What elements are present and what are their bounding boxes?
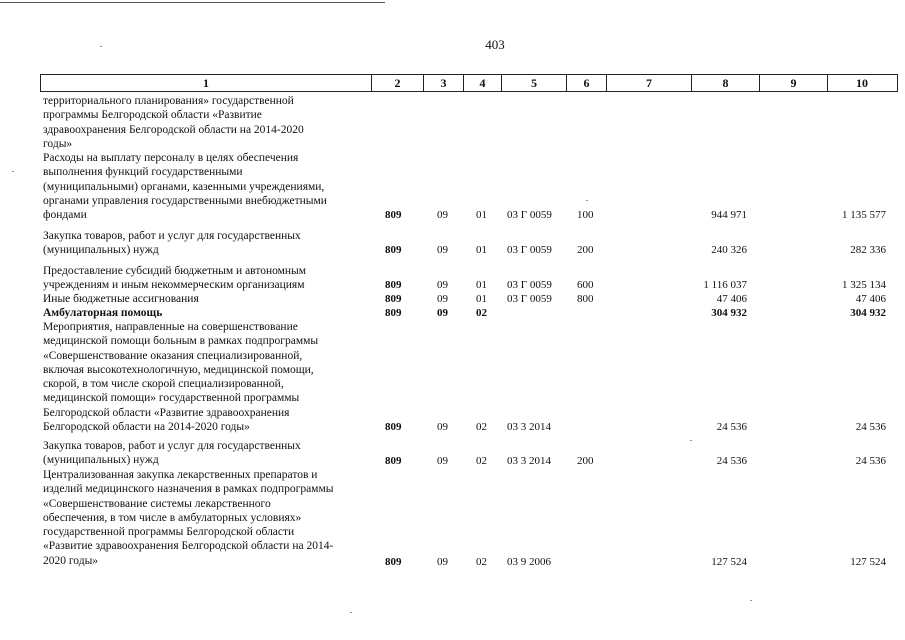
- cell-col-2: 809: [385, 556, 402, 568]
- cell-col-5: 03 3 2014: [507, 421, 551, 433]
- text-line: годы»: [43, 137, 73, 150]
- cell-col-4: 02: [476, 307, 487, 319]
- cell-col-10: 24 536: [855, 455, 886, 467]
- cell-col-8: 304 932: [711, 307, 747, 319]
- header-col-1: 1: [203, 75, 209, 90]
- cell-col-10: 1 135 577: [842, 209, 886, 221]
- table-row: [0, 244, 905, 258]
- cell-col-2: 809: [385, 209, 402, 221]
- cell-col-5: 03 Г 0059: [507, 293, 552, 305]
- cell-col-8: 944 971: [711, 209, 747, 221]
- text-line: Закупка товаров, работ и услуг для государственных: [43, 230, 301, 242]
- scan-speck: [750, 600, 752, 601]
- cell-col-10: 1 325 134: [842, 279, 886, 291]
- cell-col-3: 09: [437, 244, 448, 256]
- cell-col-4: 02: [476, 556, 487, 568]
- text-line: Амбулаторная помощь: [43, 307, 163, 319]
- text-line: выполнения функций государственными: [43, 166, 243, 179]
- text-line: 2020 годы»: [43, 554, 99, 567]
- scan-speck: [690, 440, 692, 441]
- cell-col-8: 47 406: [716, 293, 747, 305]
- table-row-description: [43, 94, 363, 151]
- cell-col-3: 09: [437, 556, 448, 568]
- text-line: (муниципальных) нужд: [43, 454, 159, 467]
- text-line: обеспечения, в том числе в амбулаторных условиях»: [43, 511, 302, 524]
- table-row: [0, 307, 905, 321]
- cell-col-4: 02: [476, 421, 487, 433]
- cell-col-10: 282 336: [850, 244, 886, 256]
- page-number: 403: [485, 37, 505, 52]
- header-col-10: 10: [827, 75, 896, 91]
- header-col-2: 2: [371, 75, 423, 91]
- text-line: Централизованная закупка лекарственных препаратов и: [43, 469, 318, 481]
- cell-col-3: 09: [437, 279, 448, 291]
- header-col-9: 9: [759, 75, 827, 91]
- cell-col-2: 809: [385, 455, 402, 467]
- cell-col-5: 03 Г 0059: [507, 209, 552, 221]
- text-line: программы Белгородской области «Развитие: [43, 109, 262, 122]
- text-line: (муниципальными) органами, казенными учреждениями,: [43, 180, 325, 193]
- cell-col-3: 09: [437, 307, 448, 319]
- cell-col-10: 304 932: [850, 307, 886, 319]
- text-line: «Совершенствование системы лекарственного: [43, 497, 271, 510]
- text-line: здравоохранения Белгородской области на 2014-2020: [43, 123, 304, 136]
- cell-col-10: 127 524: [850, 556, 886, 568]
- header-col-4: 4: [463, 75, 501, 91]
- text-line: Расходы на выплату персоналу в целях обеспечения: [43, 152, 299, 164]
- cell-col-8: 127 524: [711, 556, 747, 568]
- cell-col-4: 02: [476, 455, 487, 467]
- text-line: фондами: [43, 209, 87, 222]
- cell-col-3: 09: [437, 421, 448, 433]
- text-line: Мероприятия, направленные на совершенствование: [43, 321, 298, 333]
- table-row: [0, 421, 905, 435]
- table-row: [0, 293, 905, 307]
- cell-col-5: 03 3 2014: [507, 455, 551, 467]
- scan-speck: [350, 612, 352, 613]
- cell-col-2: 809: [385, 293, 402, 305]
- text-line: (муниципальных) нужд: [43, 244, 159, 257]
- cell-col-10: 24 536: [855, 421, 886, 433]
- cell-col-2: 809: [385, 421, 402, 433]
- cell-col-5: 03 9 2006: [507, 556, 551, 568]
- cell-col-3: 09: [437, 209, 448, 221]
- text-line: включая высокотехнологичную, медицинской помощи,: [43, 363, 314, 376]
- text-line: медицинской помощи больным в рамках подпрограммы: [43, 335, 319, 348]
- top-rule: [0, 2, 385, 3]
- cell-col-2: 809: [385, 279, 402, 291]
- text-line: Белгородской области на 2014-2020 годы»: [43, 421, 250, 434]
- cell-col-8: 24 536: [716, 421, 747, 433]
- cell-col-8: 1 116 037: [703, 279, 747, 291]
- cell-col-10: 47 406: [855, 293, 886, 305]
- header-col-8: 8: [691, 75, 759, 91]
- cell-col-4: 01: [476, 279, 487, 291]
- text-line: территориального планирования» государственной: [43, 95, 294, 107]
- table-row: [0, 209, 905, 223]
- table-row: [0, 455, 905, 469]
- header-col-3: 3: [423, 75, 463, 91]
- header-col-7: 7: [606, 75, 691, 91]
- text-line: «Совершенствование оказания специализированной,: [43, 349, 303, 362]
- table-row: [0, 279, 905, 293]
- cell-col-6: 800: [577, 293, 594, 305]
- cell-col-4: 01: [476, 209, 487, 221]
- text-line: государственной программы Белгородской области: [43, 526, 295, 539]
- cell-col-6: 200: [577, 455, 594, 467]
- scan-speck: [100, 46, 102, 47]
- header-col-6: 6: [566, 75, 606, 91]
- text-line: Предоставление субсидий бюджетным и автономным: [43, 265, 307, 277]
- scan-speck: [12, 171, 14, 172]
- cell-col-3: 09: [437, 455, 448, 467]
- cell-col-2: 809: [385, 307, 402, 319]
- text-line: изделий медицинского назначения в рамках подпрограммы: [43, 483, 334, 496]
- table-row-description: [43, 320, 363, 434]
- cell-col-3: 09: [437, 293, 448, 305]
- cell-col-6: 600: [577, 279, 594, 291]
- cell-col-8: 240 326: [711, 244, 747, 256]
- cell-col-6: 200: [577, 244, 594, 256]
- text-line: Иные бюджетные ассигнования: [43, 293, 199, 305]
- text-line: Белгородской области «Развитие здравоохранения: [43, 406, 290, 419]
- cell-col-5: 03 Г 0059: [507, 279, 552, 291]
- cell-col-2: 809: [385, 244, 402, 256]
- table-header: [40, 74, 898, 92]
- cell-col-6: 100: [577, 209, 594, 221]
- cell-col-4: 01: [476, 244, 487, 256]
- table-row: [0, 556, 905, 570]
- header-col-5: 5: [501, 75, 566, 91]
- text-line: медицинской помощи» государственной программы: [43, 392, 300, 405]
- text-line: Закупка товаров, работ и услуг для государственных: [43, 440, 301, 452]
- cell-col-8: 24 536: [716, 455, 747, 467]
- text-line: скорой, в том числе скорой специализированной,: [43, 378, 284, 391]
- text-line: учреждениям и иным некоммерческим организациям: [43, 279, 305, 292]
- text-line: органами управления государственными внебюджетными: [43, 194, 327, 207]
- table-row-description: [43, 468, 363, 568]
- cell-col-4: 01: [476, 293, 487, 305]
- cell-col-5: 03 Г 0059: [507, 244, 552, 256]
- scan-speck: [586, 200, 588, 201]
- text-line: «Развитие здравоохранения Белгородской области на 2014-: [43, 540, 334, 553]
